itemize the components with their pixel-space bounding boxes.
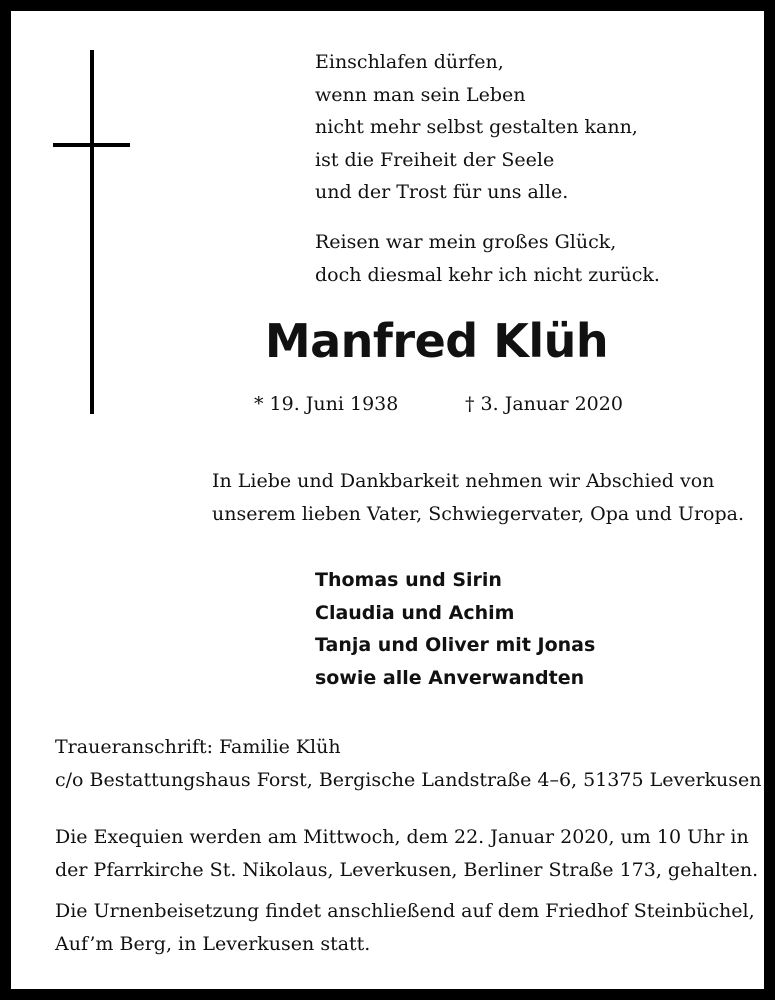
farewell-line: In Liebe und Dankbarkeit nehmen wir Abschied von [212, 470, 715, 492]
address-line: Traueranschrift: Familie Klüh [55, 736, 341, 758]
exequies-line: Die Exequien werden am Mittwoch, dem 22. Januar 2020, um 10 Uhr in [55, 826, 749, 848]
poem-stanza-1 [315, 46, 638, 209]
mourners-list [315, 564, 595, 694]
exequies-notice [55, 821, 758, 886]
mourner: Claudia und Achim [315, 601, 515, 624]
poem-line: doch diesmal kehr ich nicht zurück. [315, 263, 660, 286]
urn-burial-line: Auf’m Berg, in Leverkusen statt. [55, 932, 371, 955]
poem-line: Einschlafen dürfen, [315, 51, 504, 73]
poem-line: nicht mehr selbst gestalten kann, [315, 116, 638, 138]
birth-date: * 19. Juni 1938 [254, 393, 399, 415]
farewell-line: unserem lieben Vater, Schwiegervater, Opa und Uropa. [212, 502, 745, 525]
deceased-name: Manfred Klüh [264, 314, 609, 368]
urn-burial-line: Die Urnenbeisetzung findet anschließend auf dem Friedhof Steinbüchel, [55, 900, 755, 922]
mourning-address [55, 731, 762, 796]
mourner: sowie alle Anverwandten [315, 666, 585, 689]
address-line: c/o Bestattungshaus Forst, Bergische Landstraße 4–6, 51375 Leverkusen [55, 768, 762, 791]
exequies-line: der Pfarrkirche St. Nikolaus, Leverkusen, Berliner Straße 173, gehalten. [55, 858, 759, 881]
mourner: Thomas und Sirin [315, 569, 502, 591]
poem-line: Reisen war mein großes Glück, [315, 231, 617, 253]
cross-horizontal-bar [53, 143, 130, 147]
farewell-text [212, 465, 744, 530]
urn-burial-notice [55, 895, 755, 960]
poem-line: ist die Freiheit der Seele [315, 148, 555, 171]
poem-line: und der Trost für uns alle. [315, 181, 569, 203]
poem-stanza-2 [315, 226, 660, 291]
death-date: † 3. Januar 2020 [465, 393, 623, 415]
poem-line: wenn man sein Leben [315, 83, 526, 106]
mourner: Tanja und Oliver mit Jonas [315, 634, 596, 656]
